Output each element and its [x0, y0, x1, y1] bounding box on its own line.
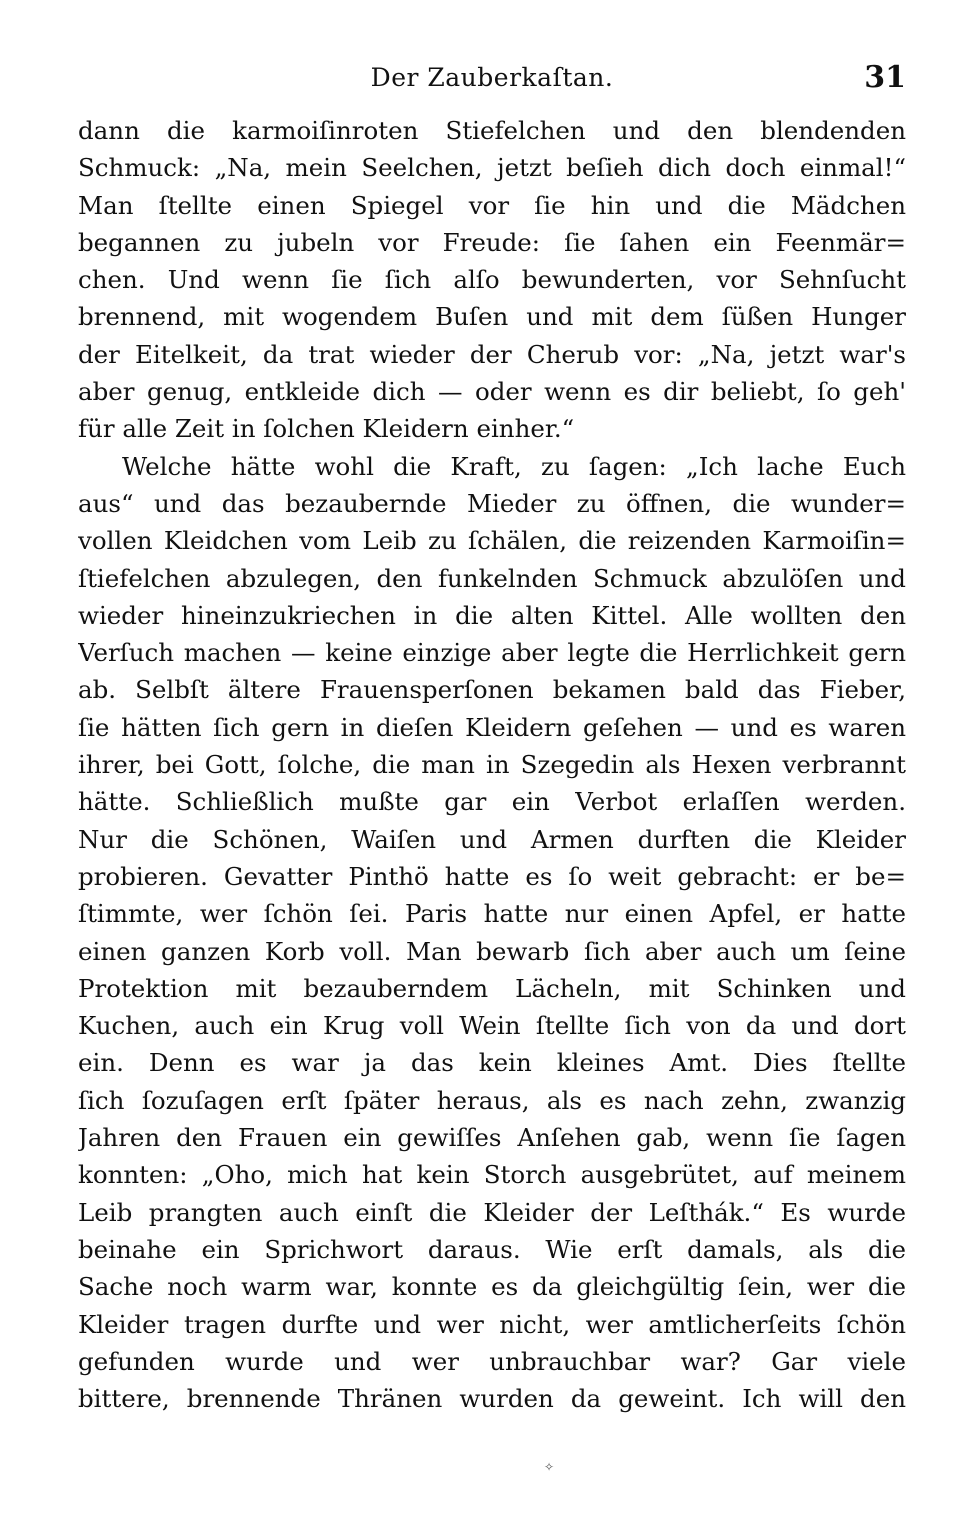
text-line: konnten: „Oho, mich hat kein Storch ausgebrütet, auf meinem — [78, 1160, 906, 1190]
text-line: ſtimmte, wer ſchön ſei. Paris hatte nur einen Apfel, er hatte — [78, 899, 906, 929]
text-line: Verſuch machen — keine einzige aber legte die Herrlichkeit gern — [78, 638, 906, 668]
text-line: ſie hätten ſich gern in dieſen Kleidern geſehen — und es waren — [78, 712, 906, 742]
text-line: Jahren den Frauen ein gewiſſes Anſehen gab, wenn ſie ſagen — [78, 1123, 906, 1153]
text-line: begannen zu jubeln vor Freude: ſie ſahen ein Feenmär= — [78, 227, 906, 257]
text-line: Leib prangten auch einſt die Kleider der Leſthák.“ Es wurde — [78, 1197, 906, 1227]
text-line: aus“ und das bezaubernde Mieder zu öffnen, die wunder= — [78, 488, 906, 518]
text-line: probieren. Gevatter Pinthö hatte es ſo weit gebracht: er be= — [78, 861, 906, 891]
text-line: bittere, brennende Thränen wurden da geweint. Ich will den — [78, 1384, 906, 1414]
text-line: Welche hätte wohl die Kraft, zu ſagen: „Ich lache Euch — [122, 451, 906, 481]
text-line: Kleider tragen durfte und wer nicht, wer amtlicherſeits ſchön — [78, 1309, 906, 1339]
page-number: 31 — [864, 60, 906, 95]
text-line: dann die karmoiſinroten Stiefelchen und den blendenden — [78, 116, 906, 145]
text-line: für alle Zeit in ſolchen Kleidern einher.“ — [78, 414, 575, 444]
text-line: aber genug, entkleide dich — oder wenn es dir beliebt, ſo geh' — [78, 377, 906, 407]
text-line: hätte. Schließlich mußte gar ein Verbot erlaſſen werden. — [78, 787, 906, 817]
text-line: chen. Und wenn ſie ſich alſo bewunderten, vor Sehnſucht — [78, 265, 906, 295]
text-line: ſich ſozuſagen erſt ſpäter heraus, als es nach zehn, zwanzig — [78, 1085, 906, 1115]
text-line: Sache noch warm war, konnte es da gleichgültig ſein, wer die — [78, 1272, 906, 1302]
text-line: ab. Selbſt ältere Frauensperſonen bekamen bald das Fieber, — [78, 675, 906, 705]
body-text — [78, 112, 906, 1417]
text-line: Man ſtellte einen Spiegel vor ſie hin und die Mädchen — [78, 190, 906, 220]
text-line: Protektion mit bezauberndem Lächeln, mit Schinken und — [78, 973, 906, 1003]
running-title: Der Zauberkaſtan. — [370, 63, 614, 92]
text-line: ſtiefelchen abzulegen, den funkelnden Schmuck abzulöſen und — [78, 563, 906, 593]
text-line: ein. Denn es war ja das kein kleines Amt. Dies ſtellte — [78, 1048, 906, 1078]
text-line: gefunden wurde und wer unbrauchbar war? Gar viele — [78, 1346, 906, 1376]
text-line: einen ganzen Korb voll. Man bewarb ſich aber auch um ſeine — [78, 936, 906, 966]
text-line: brennend, mit wogendem Buſen und mit dem ſüßen Hunger — [78, 302, 906, 332]
text-line: Kuchen, auch ein Krug voll Wein ſtellte ſich von da und dort — [78, 1011, 906, 1041]
text-line: Schmuck: „Na, mein Seelchen, jetzt beſieh dich doch einmal!“ — [78, 153, 906, 183]
page-header — [78, 58, 906, 102]
text-line: beinahe ein Sprichwort daraus. Wie erſt damals, als die — [78, 1234, 906, 1264]
text-line: ihrer, bei Gott, ſolche, die man in Szegedin als Hexen verbrannt — [78, 750, 906, 780]
text-line: Nur die Schönen, Waiſen und Armen durften die Kleider — [78, 824, 906, 854]
ornament-mark: ✧ — [544, 1460, 555, 1474]
text-line: vollen Kleidchen vom Leib zu ſchälen, die reizenden Karmoiſin= — [78, 526, 906, 556]
text-line: wieder hineinzukriechen in die alten Kittel. Alle wollten den — [78, 600, 906, 630]
text-line: der Eitelkeit, da trat wieder der Cherub vor: „Na, jetzt war's — [78, 339, 906, 369]
